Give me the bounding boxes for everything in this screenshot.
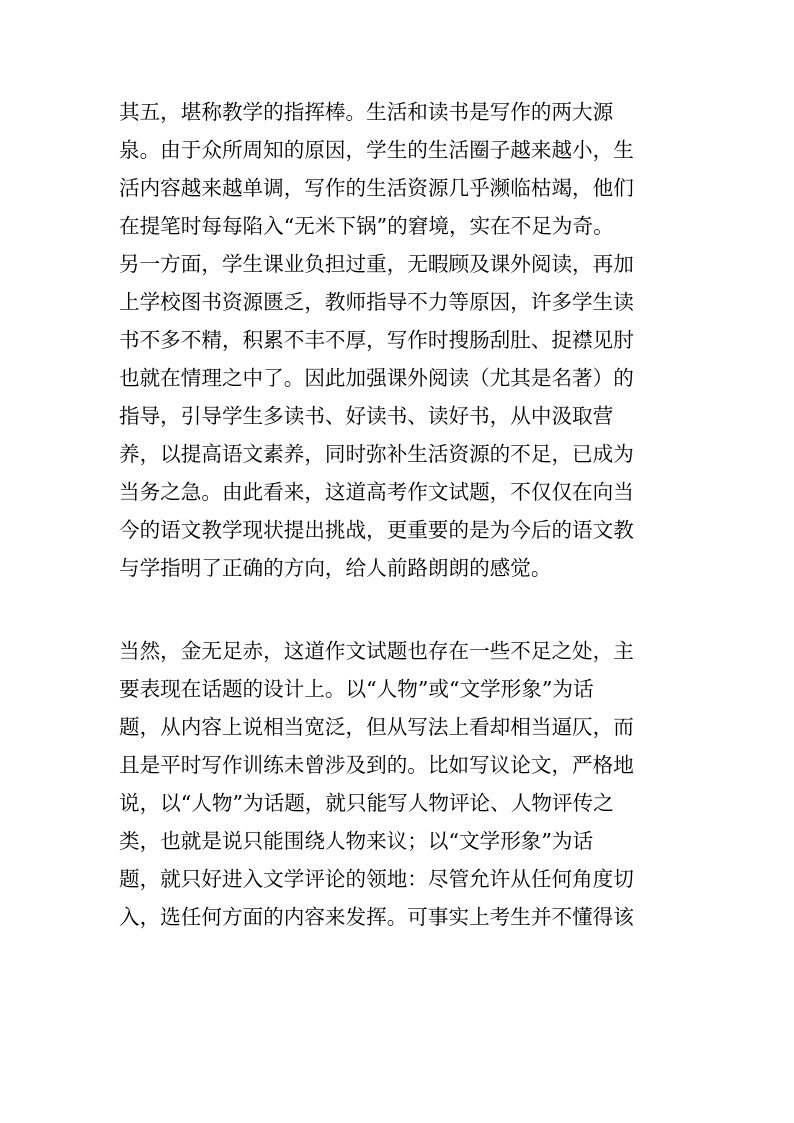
text-line: 与学指明了正确的方向，给人前路朗朗的感觉。 xyxy=(119,556,552,580)
text-line: 题，就只好进入文学评论的领地：尽管允许从任何角度切 xyxy=(119,867,634,891)
text-line: 要表现在话题的设计上。以“人物”或“文学形象”为话 xyxy=(119,677,594,701)
text-line: 另一方面，学生课业负担过重，无暇顾及课外阅读，再加 xyxy=(119,252,634,276)
text-line: 养，以提高语文素养，同时弥补生活资源的不足，已成为 xyxy=(119,442,634,466)
text-line: 且是平时写作训练未曾涉及到的。比如写议论文，严格地 xyxy=(119,753,634,777)
text-line: 今的语文教学现状提出挑战，更重要的是为今后的语文教 xyxy=(119,518,634,542)
text-line: 泉。由于众所周知的原因，学生的生活圈子越来越小，生 xyxy=(119,138,634,162)
text-line: 活内容越来越单调，写作的生活资源几乎濒临枯竭，他们 xyxy=(119,176,634,200)
text-line: 类，也就是说只能围绕人物来议；以“文学形象”为话 xyxy=(119,829,594,853)
text-line: 题，从内容上说相当宽泛，但从写法上看却相当逼仄，而 xyxy=(119,715,634,739)
text-line: 其五，堪称教学的指挥棒。生活和读书是写作的两大源 xyxy=(119,100,614,124)
text-line: 当务之急。由此看来，这道高考作文试题，不仅仅在向当 xyxy=(119,480,634,504)
text-line: 也就在情理之中了。因此加强课外阅读（尤其是名著）的 xyxy=(119,366,634,390)
text-line: 当然，金无足赤，这道作文试题也存在一些不足之处，主 xyxy=(119,639,634,663)
text-line: 指导，引导学生多读书、好读书、读好书，从中汲取营 xyxy=(119,404,614,428)
text-line: 书不多不精，积累不丰不厚，写作时搜肠刮肚、捉襟见肘 xyxy=(119,328,634,352)
text-line: 说，以“人物”为话题，就只能写人物评论、人物评传之 xyxy=(119,791,614,815)
text-line: 上学校图书资源匮乏，教师指导不力等原因，许多学生读 xyxy=(119,290,634,314)
text-line: 入，选任何方面的内容来发挥。可事实上考生并不懂得该 xyxy=(119,905,634,929)
text-line: 在提笔时每每陷入“无米下锅”的窘境，实在不足为奇。 xyxy=(119,214,614,238)
